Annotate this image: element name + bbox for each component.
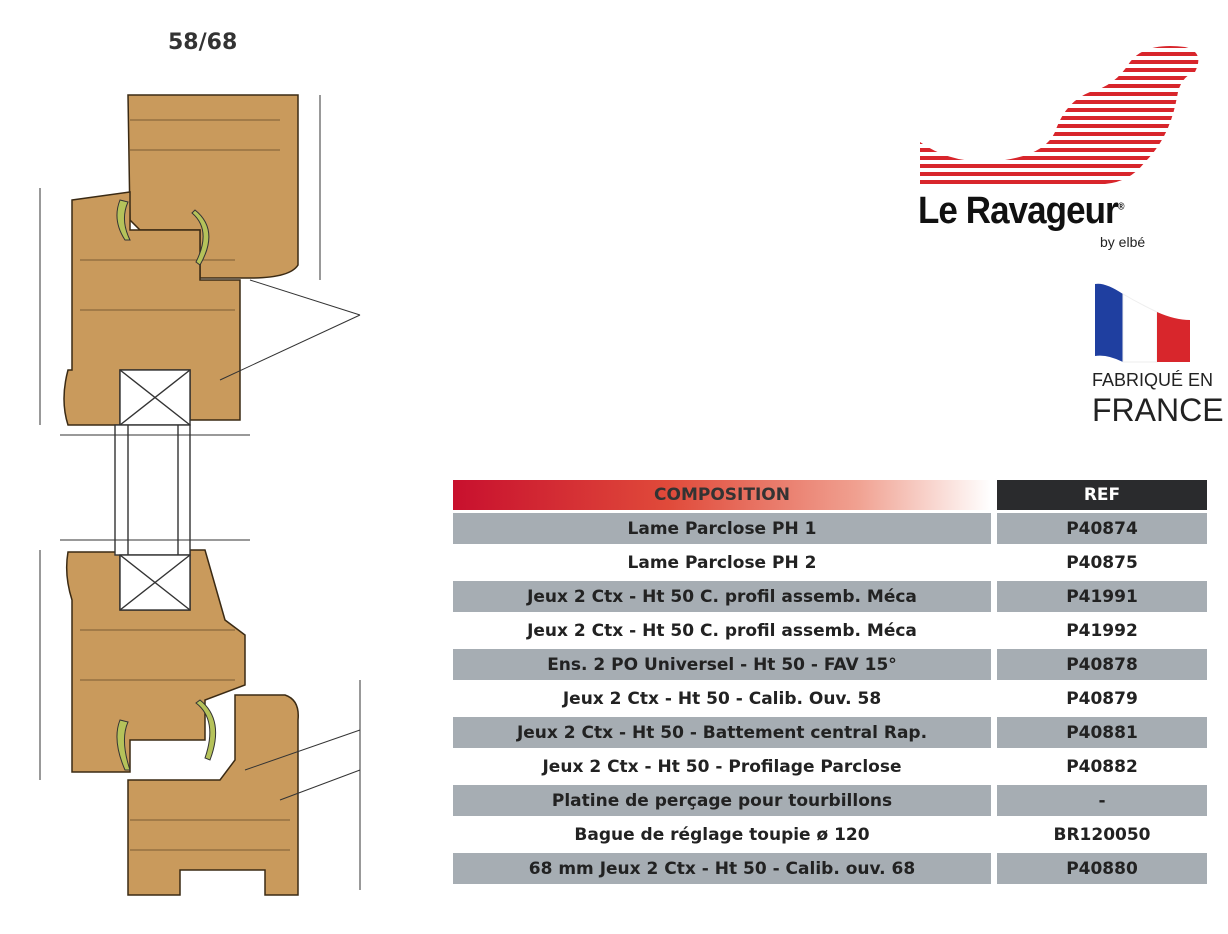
table-row: [453, 717, 1207, 748]
ref-cell: P40881: [991, 717, 1207, 748]
made-in-country: FRANCE: [1092, 392, 1224, 428]
table-row: [453, 819, 1207, 850]
table-row: [453, 853, 1207, 884]
table-row: [453, 683, 1207, 714]
table-row: [453, 751, 1207, 782]
ravageur-logo-icon: [915, 42, 1215, 192]
ref-cell: P40878: [991, 649, 1207, 680]
french-flag-icon: [1075, 282, 1215, 367]
ref-cell: P40879: [991, 683, 1207, 714]
ref-cell: P40875: [991, 547, 1207, 578]
table-row: [453, 615, 1207, 646]
table-row: [453, 649, 1207, 680]
ref-cell: P40880: [991, 853, 1207, 884]
composition-cell: Bague de réglage toupie ø 120: [574, 824, 870, 845]
composition-cell: Jeux 2 Ctx - Ht 50 - Calib. Ouv. 58: [562, 688, 882, 709]
ref-cell: -: [991, 785, 1207, 816]
composition-cell: Jeux 2 Ctx - Ht 50 - Battement central Rap.: [453, 717, 991, 748]
composition-header: COMPOSITION: [453, 480, 991, 510]
composition-cell: Ens. 2 PO Universel - Ht 50 - FAV 15°: [453, 649, 991, 680]
ref-cell: P40882: [991, 751, 1207, 782]
composition-table: [453, 477, 1207, 887]
table-row: [453, 581, 1207, 612]
brand-name: Le Ravageur®: [918, 190, 1124, 232]
made-in-label: FABRIQUÉ EN: [1092, 370, 1214, 390]
composition-cell: 68 mm Jeux 2 Ctx - Ht 50 - Calib. ouv. 68: [453, 853, 991, 884]
composition-cell: Lame Parclose PH 1: [453, 513, 991, 544]
composition-cell: Platine de perçage pour tourbillons: [453, 785, 991, 816]
composition-cell: Jeux 2 Ctx - Ht 50 C. profil assemb. Méca: [527, 620, 917, 641]
table-row: [453, 785, 1207, 816]
composition-cell: Jeux 2 Ctx - Ht 50 - Profilage Parclose: [542, 756, 902, 777]
glazing-unit: [115, 370, 190, 610]
table-row: [453, 547, 1207, 578]
composition-cell: Jeux 2 Ctx - Ht 50 C. profil assemb. Méca: [453, 581, 991, 612]
profile-title: 58/68: [168, 30, 238, 55]
ref-cell: P41991: [991, 581, 1207, 612]
window-profile-drawing: [20, 80, 390, 910]
ref-cell: P40874: [991, 513, 1207, 544]
ref-cell: BR120050: [991, 819, 1207, 850]
table-row: [453, 513, 1207, 544]
brand-by: by elbé: [1100, 234, 1146, 250]
ref-cell: P41992: [991, 615, 1207, 646]
composition-cell: Lame Parclose PH 2: [627, 552, 817, 573]
ref-header: REF: [991, 480, 1207, 510]
